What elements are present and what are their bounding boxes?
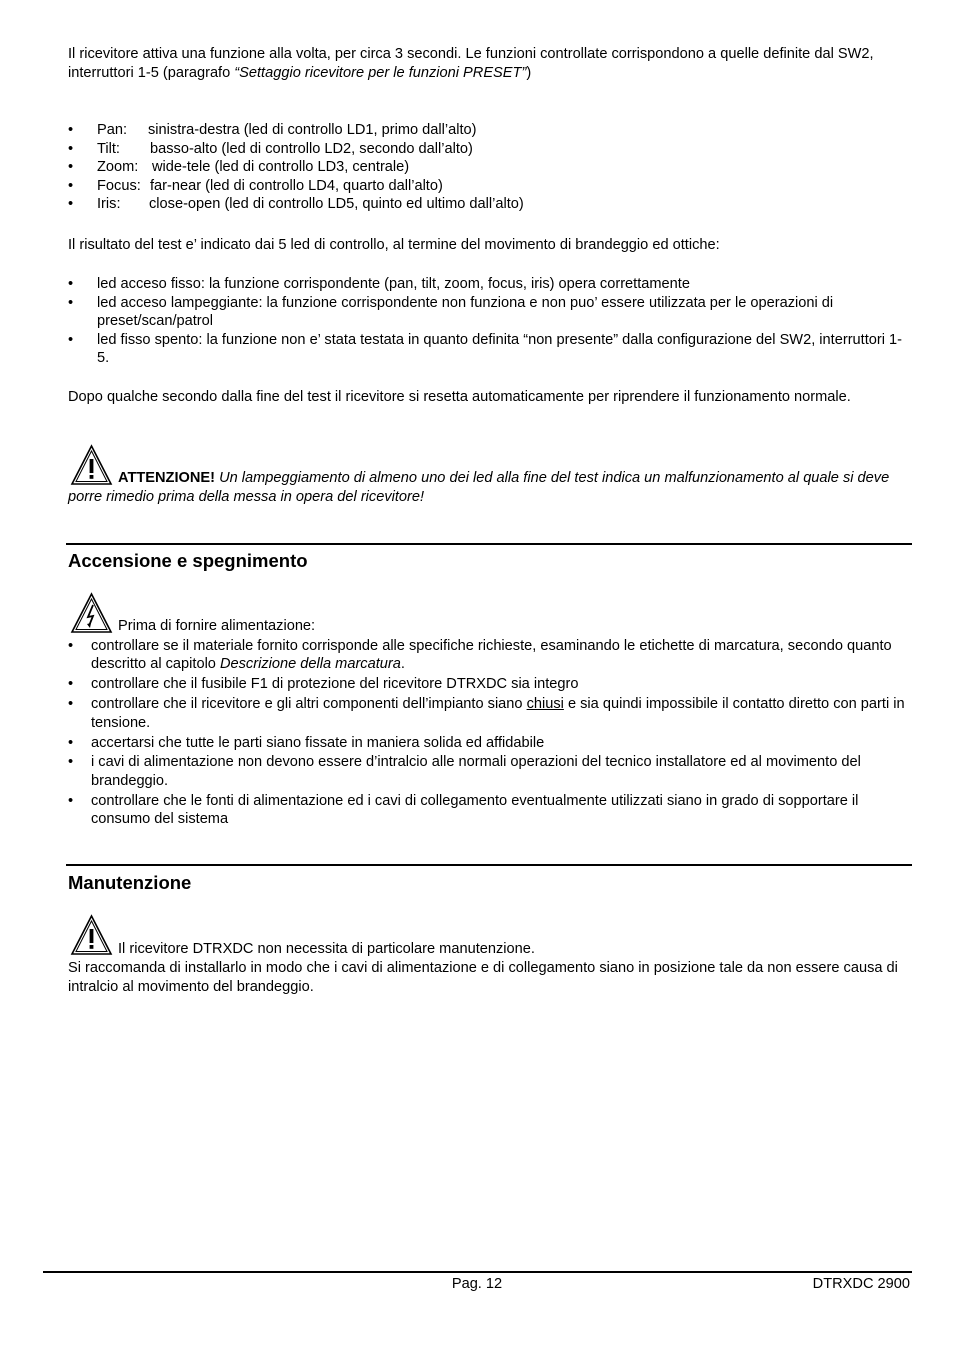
result-text: led acceso fisso: la funzione corrispondente (pan, tilt, zoom, focus, iris) opera correttamente <box>97 276 690 292</box>
intro-italic-ref: “Settaggio ricevitore per le funzioni PRESET” <box>234 64 527 81</box>
document-code: DTRXDC 2900 <box>812 1276 910 1292</box>
bullet: • <box>68 122 74 138</box>
bullet: • <box>68 696 74 713</box>
list-item <box>68 121 913 140</box>
intro-text-end: ) <box>526 64 532 81</box>
list-item <box>68 637 913 674</box>
result-text: led fisso spento: la funzione non e’ stata testata in quanto definita “non presente” dalla configurazione del SW2, interruttori 1-5. <box>97 331 903 367</box>
function-desc: close-open (led di controllo LD5, quinto ed ultimo dall’alto) <box>149 196 524 213</box>
item-text-end: . <box>400 656 405 673</box>
list-item <box>68 177 913 196</box>
attention-text: Un lampeggiamento di almeno uno dei led alla fine del test indica un malfunzionamento al quale si deve porre rimedio prima della messa in opera del ricevitore! <box>68 470 890 505</box>
bullet: • <box>68 792 74 809</box>
section-divider <box>66 864 912 866</box>
bullet: • <box>68 638 74 654</box>
function-desc: sinistra-destra (led di controllo LD1, primo dall’alto) <box>148 122 477 138</box>
item-text: accertarsi che tutte le parti siano fissate in maniera solida ed affidabile <box>91 734 545 751</box>
page-number: Pag. 12 <box>451 1276 503 1292</box>
attention-label: ATTENZIONE! <box>118 470 216 486</box>
item-italic: Descrizione della marcatura <box>219 656 401 673</box>
function-name: Focus: <box>97 177 141 194</box>
item-text: controllare se il materiale fornito corrisponde alle specifiche richieste, esaminando le etichette di marcatura, secondo quanto descritto al capitolo <box>91 638 892 673</box>
maintenance-line2: Si raccomanda di installarlo in modo che i cavi di alimentazione e di collegamento siano in posizione tale da non essere causa di intralcio al movimento del brandeggio. <box>68 960 898 995</box>
item-text: controllare che il fusibile F1 di protezione del ricevitore DTRXDC sia integro <box>91 676 579 693</box>
function-name: Zoom: <box>97 159 139 176</box>
bullet: • <box>68 676 74 693</box>
bullet: • <box>68 331 74 348</box>
electrical-hazard-icon <box>70 592 113 634</box>
section-divider <box>66 543 912 545</box>
section-title-power: Accensione e spegnimento <box>68 550 308 571</box>
list-item <box>68 331 913 368</box>
function-desc: far-near (led di controllo LD4, quarto dall’alto) <box>150 177 443 194</box>
item-text: i cavi di alimentazione non devono essere d’intralcio alle normali operazioni del tecnico installatore ed al movimento del brandeggio. <box>91 754 861 789</box>
list-item <box>68 734 913 752</box>
result-list <box>68 275 913 368</box>
item-underlined: chiusi <box>526 696 564 713</box>
item-text-end: e sia quindi impossibile il contatto diretto con parti in tensione. <box>91 696 905 731</box>
result-text: led acceso lampeggiante: la funzione corrispondente non funziona e non puo’ essere utilizzata per le operazioni di preset/scan/patrol <box>97 294 834 330</box>
function-list <box>68 121 913 214</box>
intro-text: Il ricevitore attiva una funzione alla volta, per circa 3 secondi. Le funzioni controllate corrispondono a quelle definite dal SW2, interruttori 1-5 (paragrafo <box>68 46 874 81</box>
maintenance-line1: Il ricevitore DTRXDC non necessita di particolare manutenzione. <box>118 941 535 957</box>
list-item <box>68 158 913 177</box>
function-name: Pan: <box>97 122 128 138</box>
list-item <box>68 695 913 732</box>
bullet: • <box>68 159 74 176</box>
function-desc: basso-alto (led di controllo LD2, secondo dall’alto) <box>150 140 473 157</box>
bullet: • <box>68 754 74 771</box>
power-checklist <box>68 637 913 829</box>
list-item <box>68 195 913 214</box>
list-item <box>68 294 913 331</box>
bullet: • <box>68 196 74 213</box>
intro-paragraph <box>68 45 913 82</box>
section-title-maintenance: Manutenzione <box>68 872 192 893</box>
bullet: • <box>68 140 74 157</box>
bullet: • <box>68 276 74 292</box>
footer-divider <box>43 1271 912 1273</box>
warning-triangle-icon <box>70 914 113 956</box>
list-item <box>68 753 913 790</box>
item-text: controllare che il ricevitore e gli altri componenti dell’impianto siano <box>91 696 527 713</box>
bullet: • <box>68 734 74 751</box>
reset-note: Dopo qualche secondo dalla fine del test il ricevitore si resetta automaticamente per riprendere il funzionamento normale. <box>68 389 851 405</box>
list-item <box>68 275 913 294</box>
function-name: Iris: <box>97 196 121 213</box>
list-item <box>68 792 913 829</box>
item-text: controllare che le fonti di alimentazione ed i cavi di collegamento eventualmente utilizzati siano in grado di sopportare il consumo del sistema <box>91 792 859 828</box>
function-desc: wide-tele (led di controllo LD3, centrale) <box>152 159 410 176</box>
list-item <box>68 140 913 159</box>
result-intro: Il risultato del test e’ indicato dai 5 led di controllo, al termine del movimento di brandeggio ed ottiche: <box>68 237 720 253</box>
power-lead-text: Prima di fornire alimentazione: <box>118 618 316 634</box>
function-name: Tilt: <box>97 140 120 157</box>
bullet: • <box>68 294 74 311</box>
attention-paragraph <box>68 469 913 506</box>
bullet: • <box>68 177 74 194</box>
list-item <box>68 675 913 693</box>
